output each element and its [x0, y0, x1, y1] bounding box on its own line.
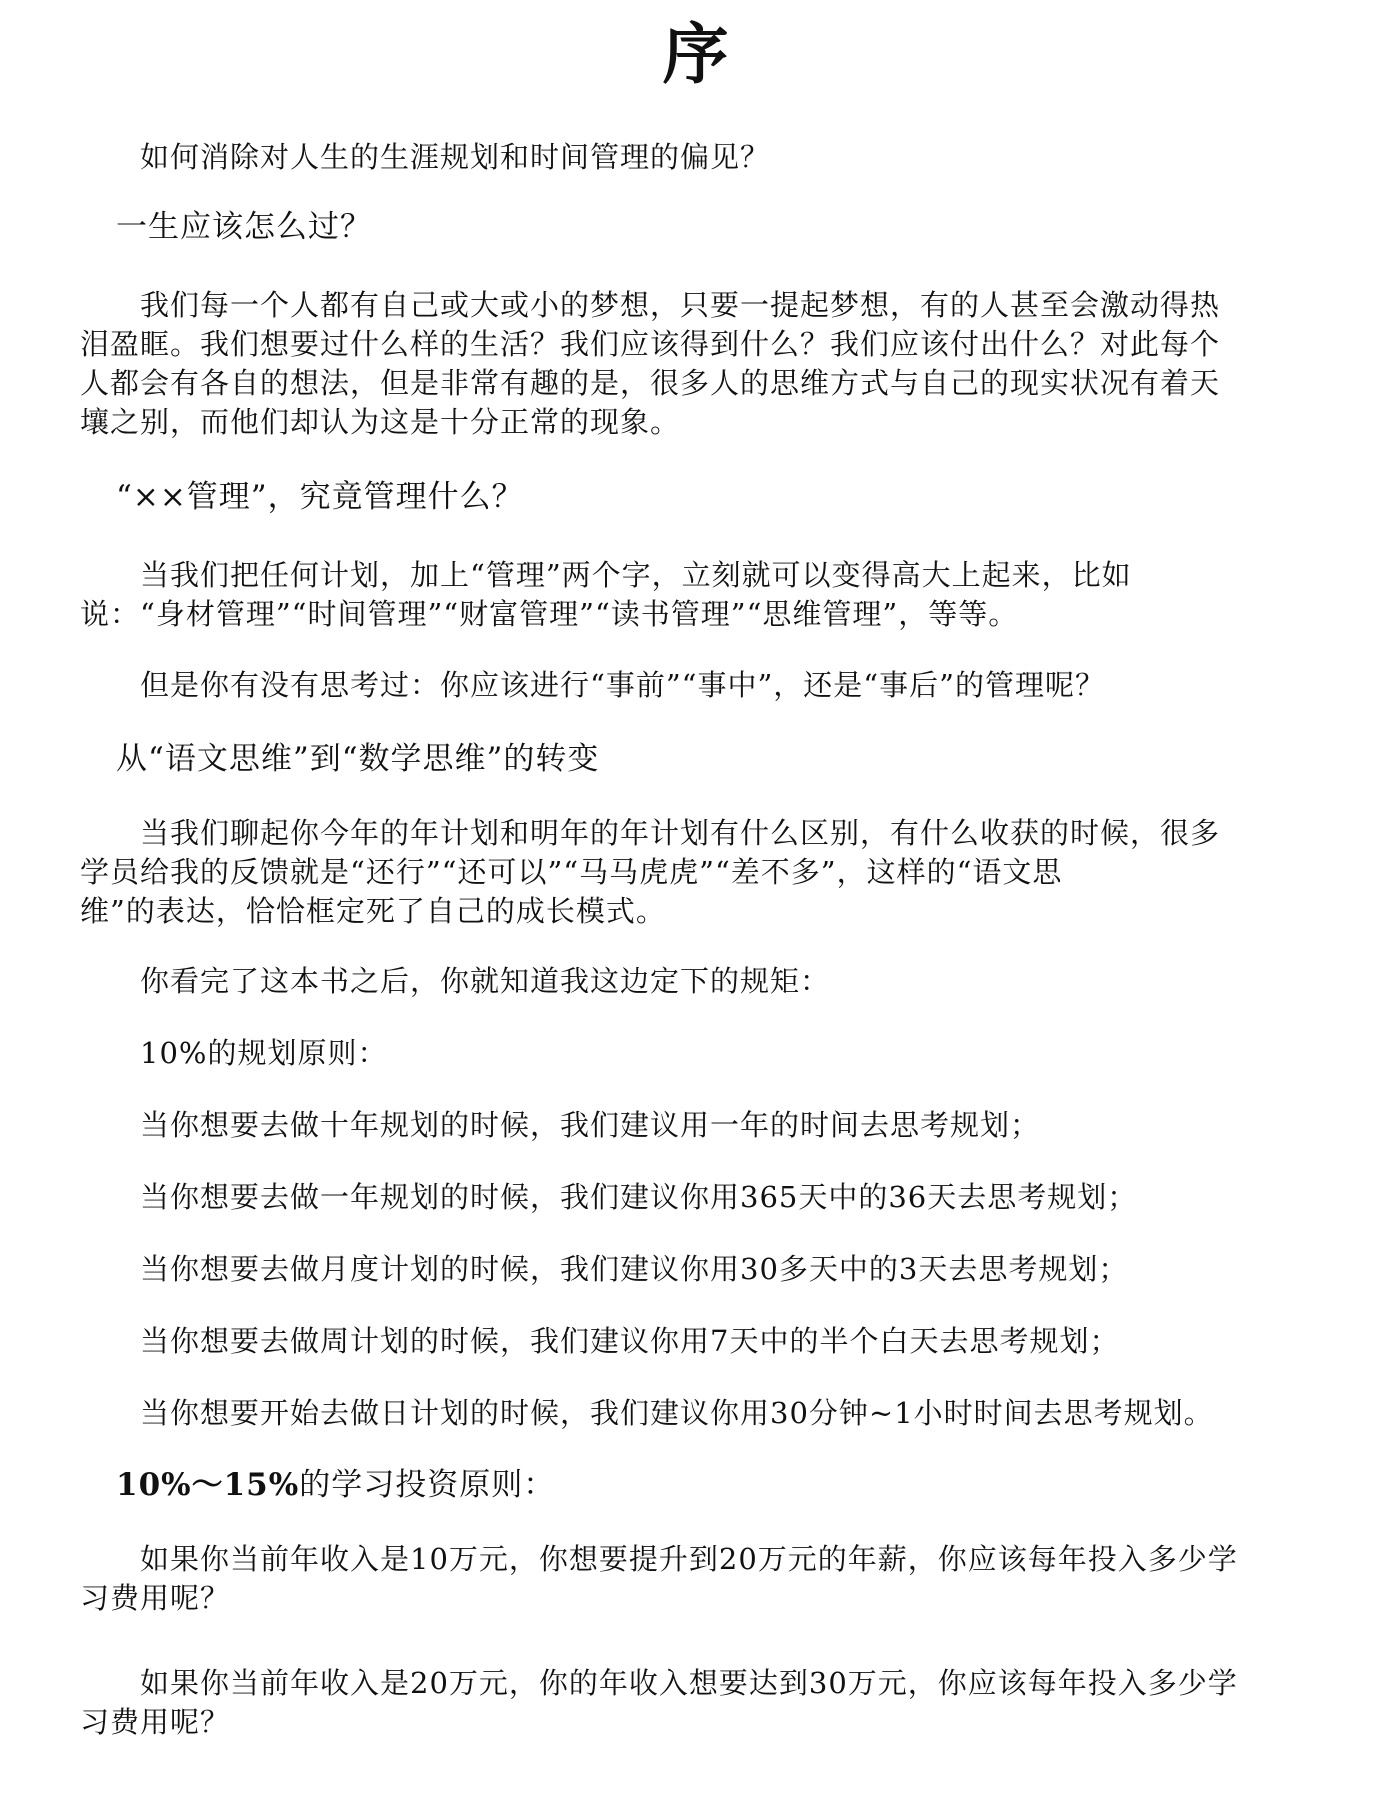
rule-one-year: 当你想要去做一年规划的时候，我们建议你用365天中的36天去思考规划； [140, 1180, 1138, 1214]
paragraph-line: 如果你当前年收入是20万元，你的年收入想要达到30万元，你应该每年投入多少学 [140, 1666, 1238, 1700]
rule-ten-year: 当你想要去做十年规划的时候，我们建议用一年的时间去思考规划； [140, 1108, 1041, 1142]
paragraph-rules-intro: 你看完了这本书之后，你就知道我这边定下的规矩： [140, 964, 831, 998]
paragraph-line: 当我们把任何计划，加上“管理”两个字，立刻就可以变得高大上起来，比如 [140, 558, 1132, 592]
paragraph-line: 维”的表达，恰恰框定死了自己的成长模式。 [80, 894, 666, 928]
paragraph-line: 习费用呢？ [80, 1581, 231, 1615]
paragraph-line: 学员给我的反馈就是“还行”“还可以”“马马虎虎”“差不多”，这样的“语文思 [80, 855, 1063, 889]
intro-question: 如何消除对人生的生涯规划和时间管理的偏见？ [140, 140, 771, 174]
paragraph-line: 说：“身材管理”“时间管理”“财富管理”“读书管理”“思维管理”，等等。 [80, 597, 1019, 631]
paragraph-line: 泪盈眶。我们想要过什么样的生活？我们应该得到什么？我们应该付出什么？对此每个 [80, 327, 1221, 361]
paragraph-line: 如果你当前年收入是10万元，你想要提升到20万元的年薪，你应该每年投入多少学 [140, 1542, 1238, 1576]
paragraph-line: 壤之别，而他们却认为这是十分正常的现象。 [80, 405, 681, 439]
rule-ten-percent-heading: 10%的规划原则： [140, 1036, 388, 1070]
investment-label: 的学习投资原则： [299, 1467, 556, 1503]
rule-month: 当你想要去做月度计划的时候，我们建议你用30多天中的3天去思考规划； [140, 1252, 1129, 1286]
investment-percent: 10%～15% [116, 1467, 300, 1503]
paragraph-income-20 [80, 1664, 1330, 1742]
paragraph-income-10 [80, 1540, 1330, 1618]
paragraph-timing-question: 但是你有没有思考过：你应该进行“事前”“事中”，还是“事后”的管理呢？ [140, 668, 1105, 702]
rule-week: 当你想要去做周计划的时候，我们建议你用7天中的半个白天去思考规划； [140, 1324, 1120, 1358]
paragraph-line: 人都会有各自的想法，但是非常有趣的是，很多人的思维方式与自己的现实状况有着天 [80, 366, 1221, 400]
page-title: 序 [662, 16, 729, 93]
paragraph-dreams [80, 286, 1330, 442]
paragraph-line: 习费用呢？ [80, 1705, 231, 1739]
section-heading-life: 一生应该怎么过？ [116, 209, 372, 245]
section-heading-investment [80, 1466, 1330, 1505]
paragraph-feedback [80, 814, 1330, 931]
paragraph-management [80, 556, 1330, 634]
paragraph-line: 我们每一个人都有自己或大或小的梦想，只要一提起梦想，有的人甚至会激动得热 [140, 288, 1221, 322]
paragraph-line: 当我们聊起你今年的年计划和明年的年计划有什么区别，有什么收获的时候，很多 [140, 816, 1221, 850]
section-heading-thinking: 从“语文思维”到“数学思维”的转变 [116, 741, 600, 777]
rule-day: 当你想要开始去做日计划的时候，我们建议你用30分钟~1小时时间去思考规划。 [140, 1396, 1214, 1430]
section-heading-management: “××管理”，究竟管理什么？ [116, 479, 524, 515]
